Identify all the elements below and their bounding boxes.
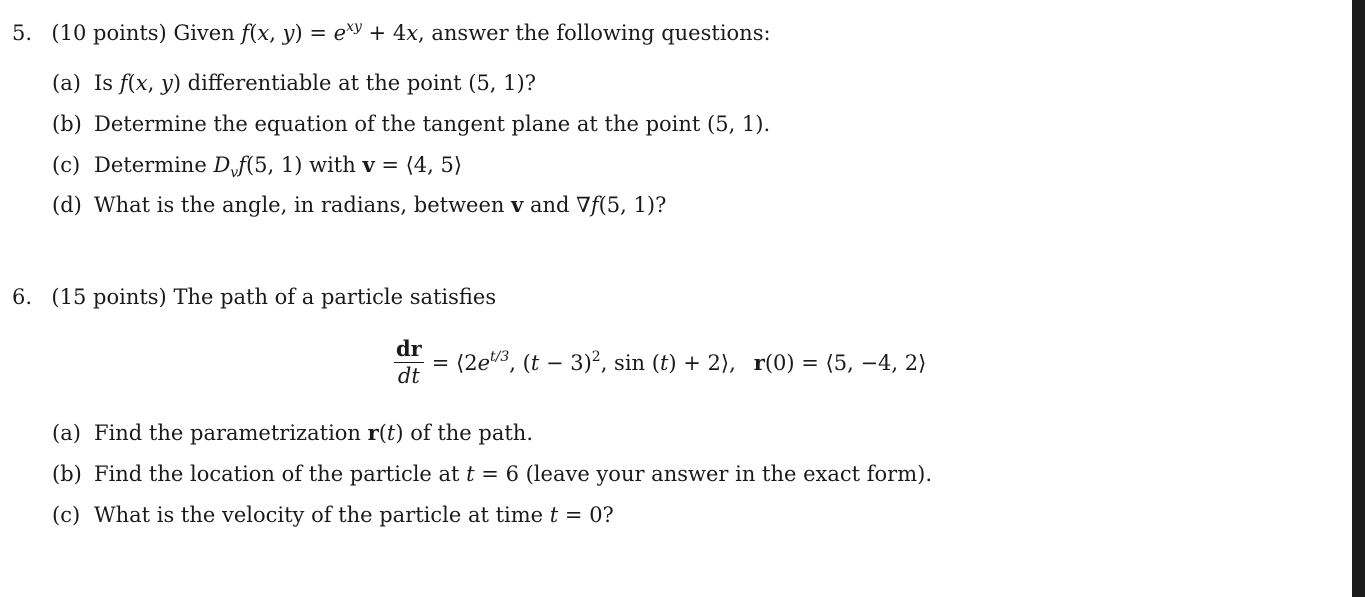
problem-6-part-b: (b) Find the location of the particle at t = 6 (leave your answer in the exact form). bbox=[52, 462, 933, 486]
part-label: (b) bbox=[52, 112, 82, 136]
part-label: (b) bbox=[52, 462, 82, 486]
part-text: Determine the equation of the tangent plane at the point (5, 1). bbox=[94, 112, 771, 136]
path-equation: $\frac{dr}{dt}$ = $⟨2e^{t/3}$, $(t - 3)^2$, sin (t) + 2⟩, r(0) = ⟨5, −4, 2⟩ bbox=[396, 336, 927, 388]
part-label: (d) bbox=[52, 193, 82, 217]
window-edge bbox=[1352, 0, 1365, 597]
derivative-fraction bbox=[394, 338, 424, 387]
problem-6-points: (15 points) bbox=[51, 285, 167, 309]
part-label: (c) bbox=[52, 153, 81, 177]
fraction-denominator: dt bbox=[397, 364, 420, 388]
problem-5-part-c: (c) Determine $D_vf(5$, 1) with v = ⟨4, 5⟩ bbox=[52, 152, 463, 182]
fraction-numerator: dr bbox=[396, 336, 422, 361]
problem-6-part-c: (c) What is the velocity of the particle at time t = 0? bbox=[52, 503, 614, 527]
problem-6-number: 6. bbox=[12, 285, 33, 309]
problem-5-part-d: (d) What is the angle, in radians, between v and ∇f(5, 1)? bbox=[52, 192, 667, 217]
problem-6-intro: The path of a particle satisfies bbox=[173, 285, 497, 309]
problem-5-number: 5. bbox=[12, 21, 33, 45]
part-label: (a) bbox=[52, 71, 81, 95]
problem-6-header bbox=[12, 284, 496, 310]
part-label: (c) bbox=[52, 503, 81, 527]
problem-5-part-a: (a) Is f(x, y) differentiable at the point (5, 1)? bbox=[52, 71, 536, 95]
problem-5-points: (10 points) bbox=[51, 21, 167, 45]
problem-5-intro-rendered: Given f(x, $y) = e^{xy} + 4x$, answer the following questions: bbox=[173, 19, 771, 45]
problem-5-part-b bbox=[52, 111, 770, 137]
problem-5-header bbox=[12, 20, 771, 46]
problem-6-part-a: (a) Find the parametrization r(t) of the path. bbox=[52, 420, 534, 445]
part-label: (a) bbox=[52, 421, 81, 445]
